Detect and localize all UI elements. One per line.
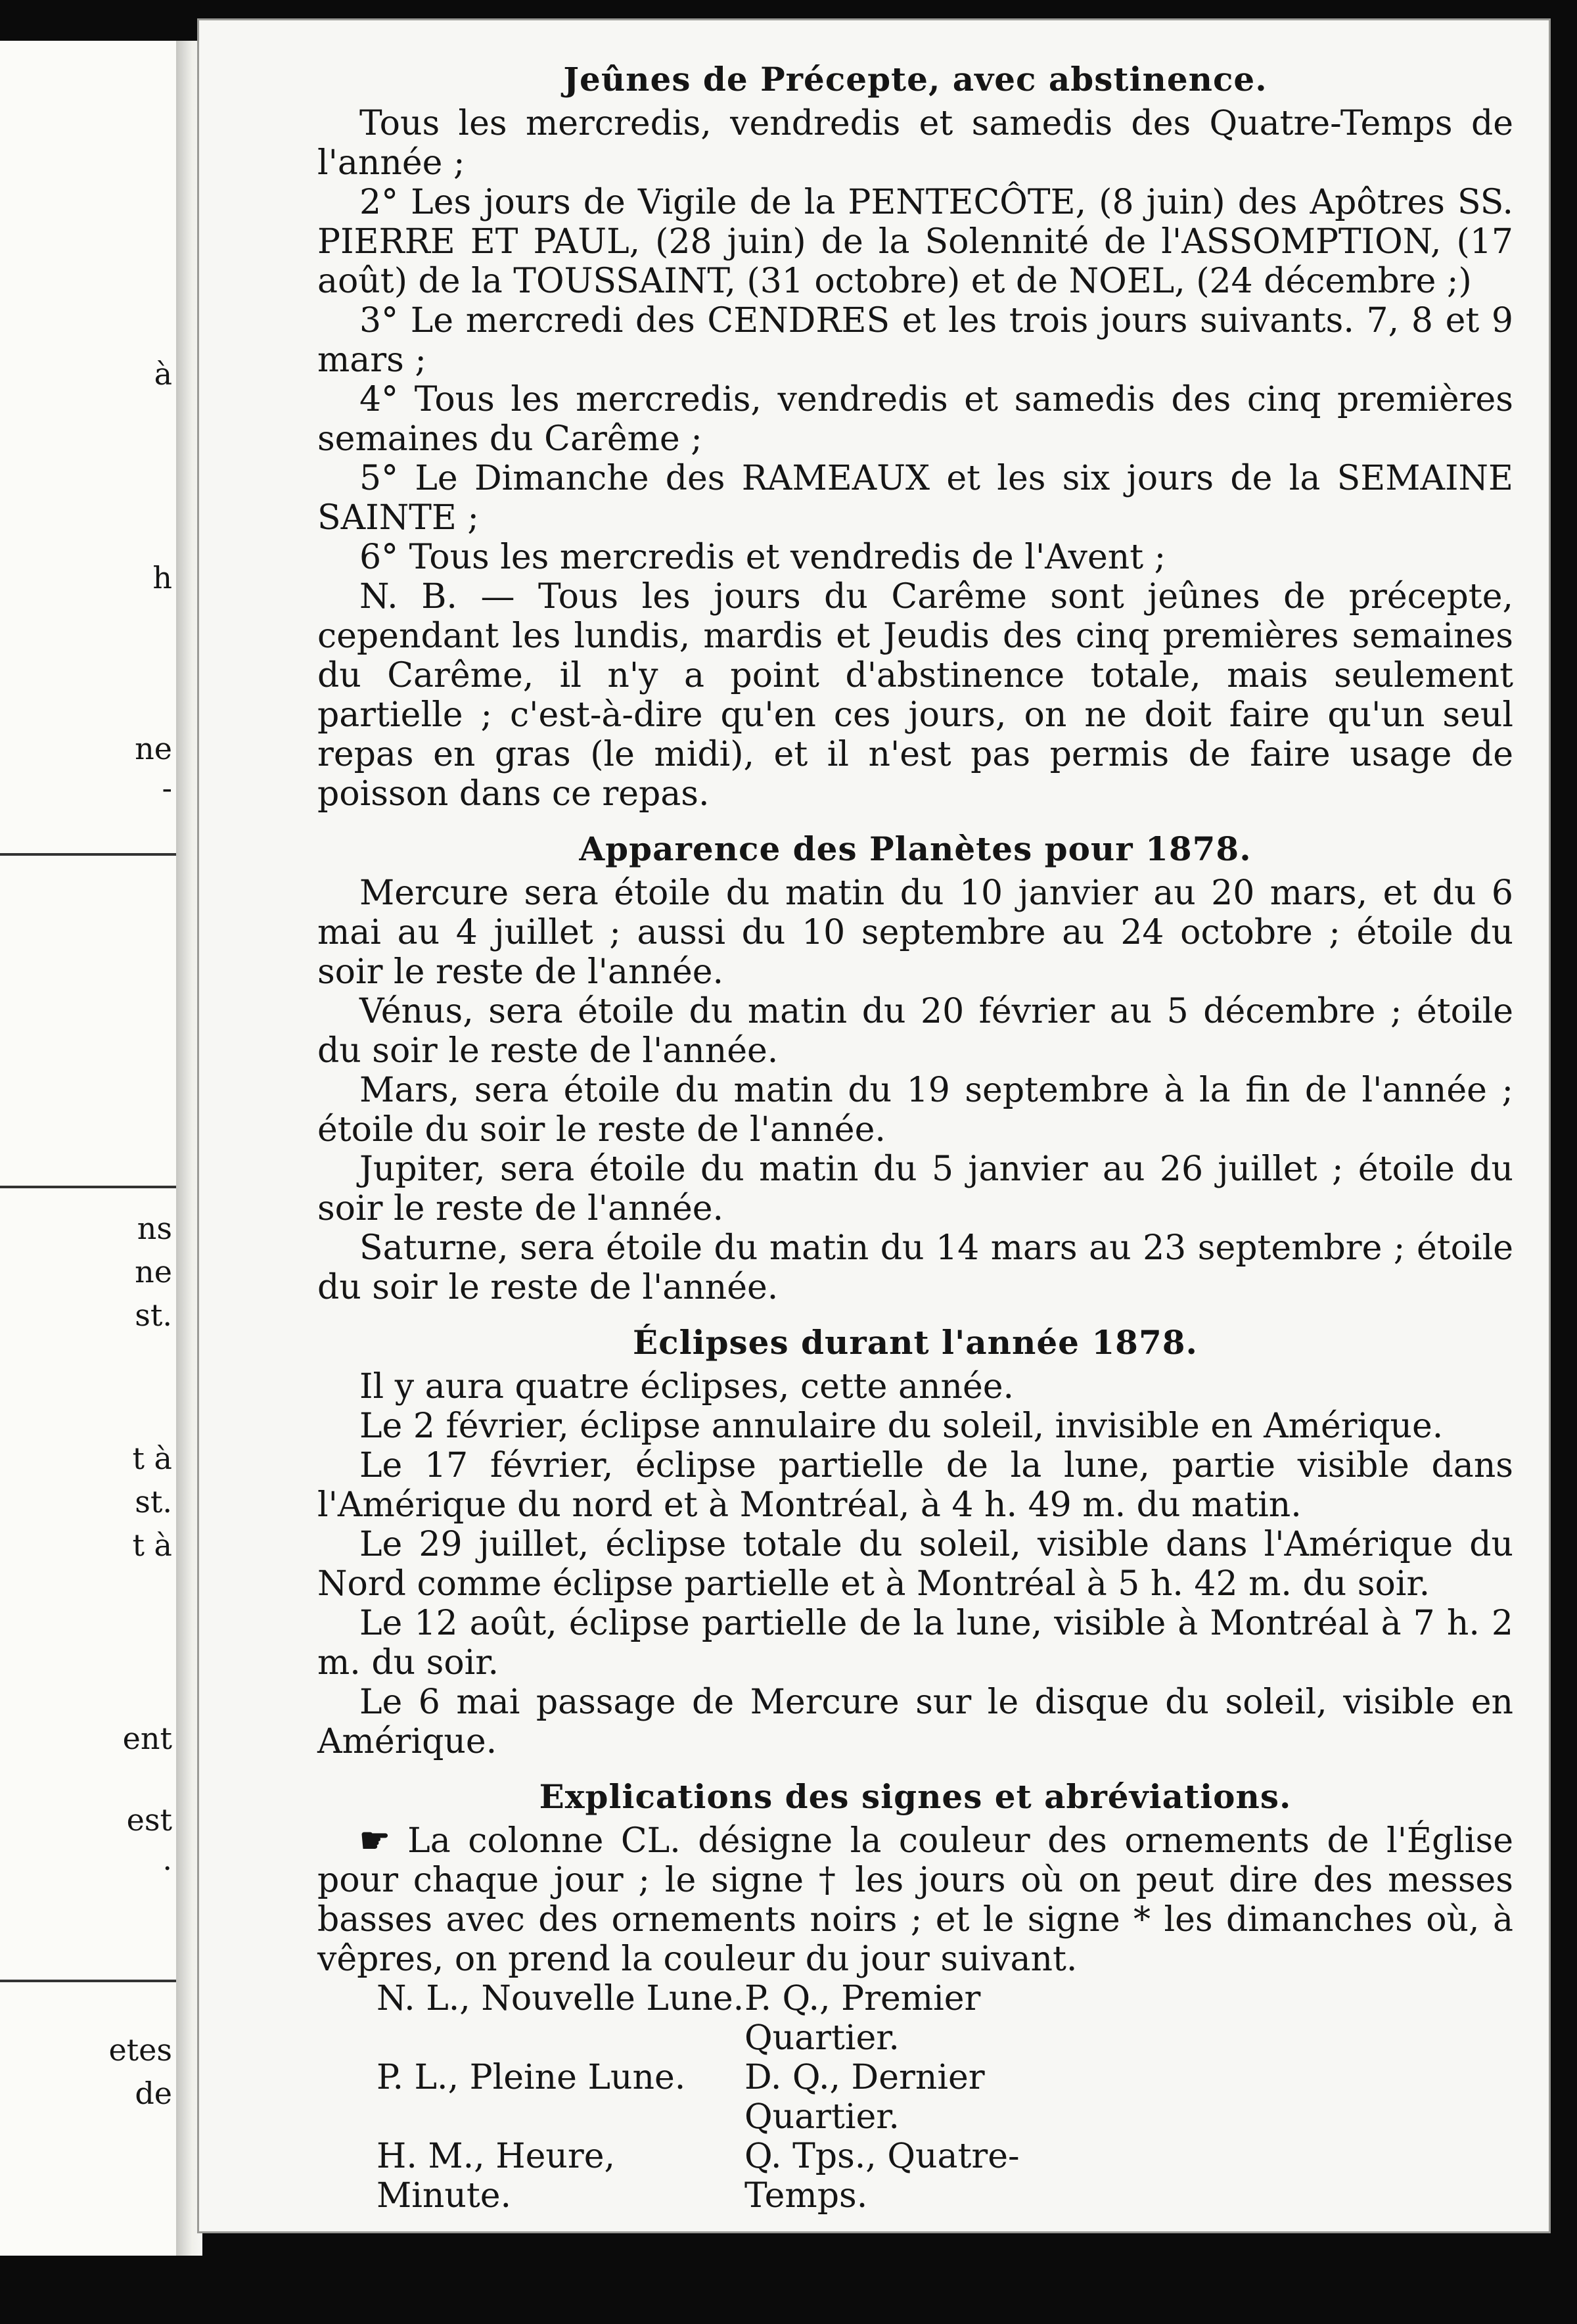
left-page-fragment: t à — [132, 1527, 172, 1563]
left-page-rule — [0, 853, 176, 856]
paragraph: Le 17 février, éclipse partielle de la lune, partie visible dans l'Amérique du nord et à Montréal, à 4 h. 49 m. du matin. — [317, 1446, 1513, 1525]
left-page-fragment: ent — [122, 1721, 172, 1756]
left-page-fragment: st. — [135, 1484, 172, 1520]
paragraph: 5° Le Dimanche des RAMEAUX et les six jours de la SEMAINE SAINTE ; — [317, 459, 1513, 538]
abbreviations-list — [317, 1979, 1513, 2216]
section-heading-explications: Explications des signes et abréviations. — [539, 1777, 1292, 1816]
explication-text: La colonne CL. désigne la couleur des ornements de l'Église pour chaque jour ; le signe † les jours où on peut dire des messes basses avec des ornements noirs ; et le signe * les dimanches où, à vêpres, on prend la couleur du jour suivant. — [317, 1821, 1514, 1979]
left-page-fragment: st. — [135, 1297, 172, 1333]
abbreviation: D. Q., Dernier Quartier. — [744, 2058, 985, 2137]
pointing-hand-icon: ☛ — [359, 1821, 390, 1861]
paragraph: 6° Tous les mercredis et vendredis de l'Avent ; — [359, 538, 1166, 577]
left-page-fragment: t à — [132, 1441, 172, 1476]
paragraph: 4° Tous les mercredis, vendredis et samedis des cinq premières semaines du Carême ; — [317, 380, 1513, 459]
left-page-fragment: - — [162, 770, 172, 806]
paragraph-mercure: Mercure sera étoile du matin du 10 janvier au 20 mars, et du 6 mai au 4 juillet ; aussi du 10 septembre au 24 octobre ; étoile du soir le reste de l'année. — [317, 873, 1513, 992]
page-content — [317, 60, 1513, 2216]
paragraph: 2° Les jours de Vigile de la PENTECÔTE, (8 juin) des Apôtres SS. PIERRE ET PAUL, (28 juin) de la Solennité de l'ASSOMPTION, (17 août) de la TOUSSAINT, (31 octobre) et de NOEL, (24 décembre ;) — [317, 183, 1513, 301]
left-page-fragment: à — [154, 356, 172, 392]
paragraph-explication — [317, 1821, 1513, 1979]
abbreviation: N. L., Nouvelle Lune. — [377, 1979, 744, 2018]
paragraph: Le 6 mai passage de Mercure sur le disque du soleil, visible en Amérique. — [317, 1683, 1513, 1761]
left-facing-page — [0, 41, 180, 2256]
paragraph-mars: Mars, sera étoile du matin du 19 septembre à la fin de l'année ; étoile du soir le reste de l'année. — [317, 1071, 1513, 1150]
paragraph: Le 2 février, éclipse annulaire du soleil, invisible en Amérique. — [359, 1406, 1444, 1446]
abbreviation: Q. Tps., Quatre-Temps. — [744, 2137, 1020, 2216]
left-page-fragment: ne — [135, 1254, 172, 1290]
abbreviation: P. L., Pleine Lune. — [377, 2058, 686, 2097]
left-page-fragment: h — [152, 560, 172, 595]
paragraph-saturne: Saturne, sera étoile du matin du 14 mars au 23 septembre ; étoile du soir le reste de l'année. — [317, 1228, 1513, 1307]
section-heading-jeunes: Jeûnes de Précepte, avec abstinence. — [563, 60, 1268, 99]
left-page-fragment: . — [162, 1842, 172, 1877]
paragraph-note: N. B. — Tous les jours du Carême sont jeûnes de précepte, cependant les lundis, mardis et Jeudis des cinq premières semaines du Carême, il n'y a point d'abstinence totale, mais seulement partielle ; c'est-à-dire qu'en ces jours, on ne doit faire qu'un seul repas en gras (le midi), et il n'est pas permis de faire usage de poisson dans ce repas. — [317, 577, 1513, 814]
left-page-rule — [0, 1186, 176, 1188]
paragraph: Le 12 août, éclipse partielle de la lune, visible à Montréal à 7 h. 2 m. du soir. — [317, 1604, 1513, 1683]
left-page-fragment: de — [135, 2076, 172, 2111]
paragraph: 3° Le mercredi des CENDRES et les trois jours suivants. 7, 8 et 9 mars ; — [317, 301, 1513, 380]
paragraph: Il y aura quatre éclipses, cette année. — [359, 1367, 1015, 1406]
paragraph-jupiter: Jupiter, sera étoile du matin du 5 janvier au 26 juillet ; étoile du soir le reste de l'année. — [317, 1150, 1513, 1228]
paragraph: Tous les mercredis, vendredis et samedis des Quatre-Temps de l'année ; — [317, 104, 1513, 183]
left-page-fragment: ns — [137, 1211, 172, 1246]
paragraph: Le 29 juillet, éclipse totale du soleil, visible dans l'Amérique du Nord comme éclipse partielle et à Montréal à 5 h. 42 m. du soir. — [317, 1525, 1513, 1604]
section-heading-eclipses: Éclipses durant l'année 1878. — [633, 1323, 1198, 1362]
abbreviation: H. M., Heure, Minute. — [377, 2137, 616, 2216]
left-page-fragment: etes — [108, 2032, 172, 2068]
left-page-fragment: ne — [135, 731, 172, 766]
left-page-rule — [0, 1980, 176, 1982]
paragraph-venus: Vénus, sera étoile du matin du 20 février au 5 décembre ; étoile du soir le reste de l'année. — [317, 992, 1513, 1071]
left-page-fragment: est — [126, 1802, 172, 1838]
section-heading-planetes: Apparence des Planètes pour 1878. — [579, 829, 1252, 868]
abbreviation: P. Q., Premier Quartier. — [744, 1979, 981, 2058]
almanac-page — [197, 18, 1551, 2233]
